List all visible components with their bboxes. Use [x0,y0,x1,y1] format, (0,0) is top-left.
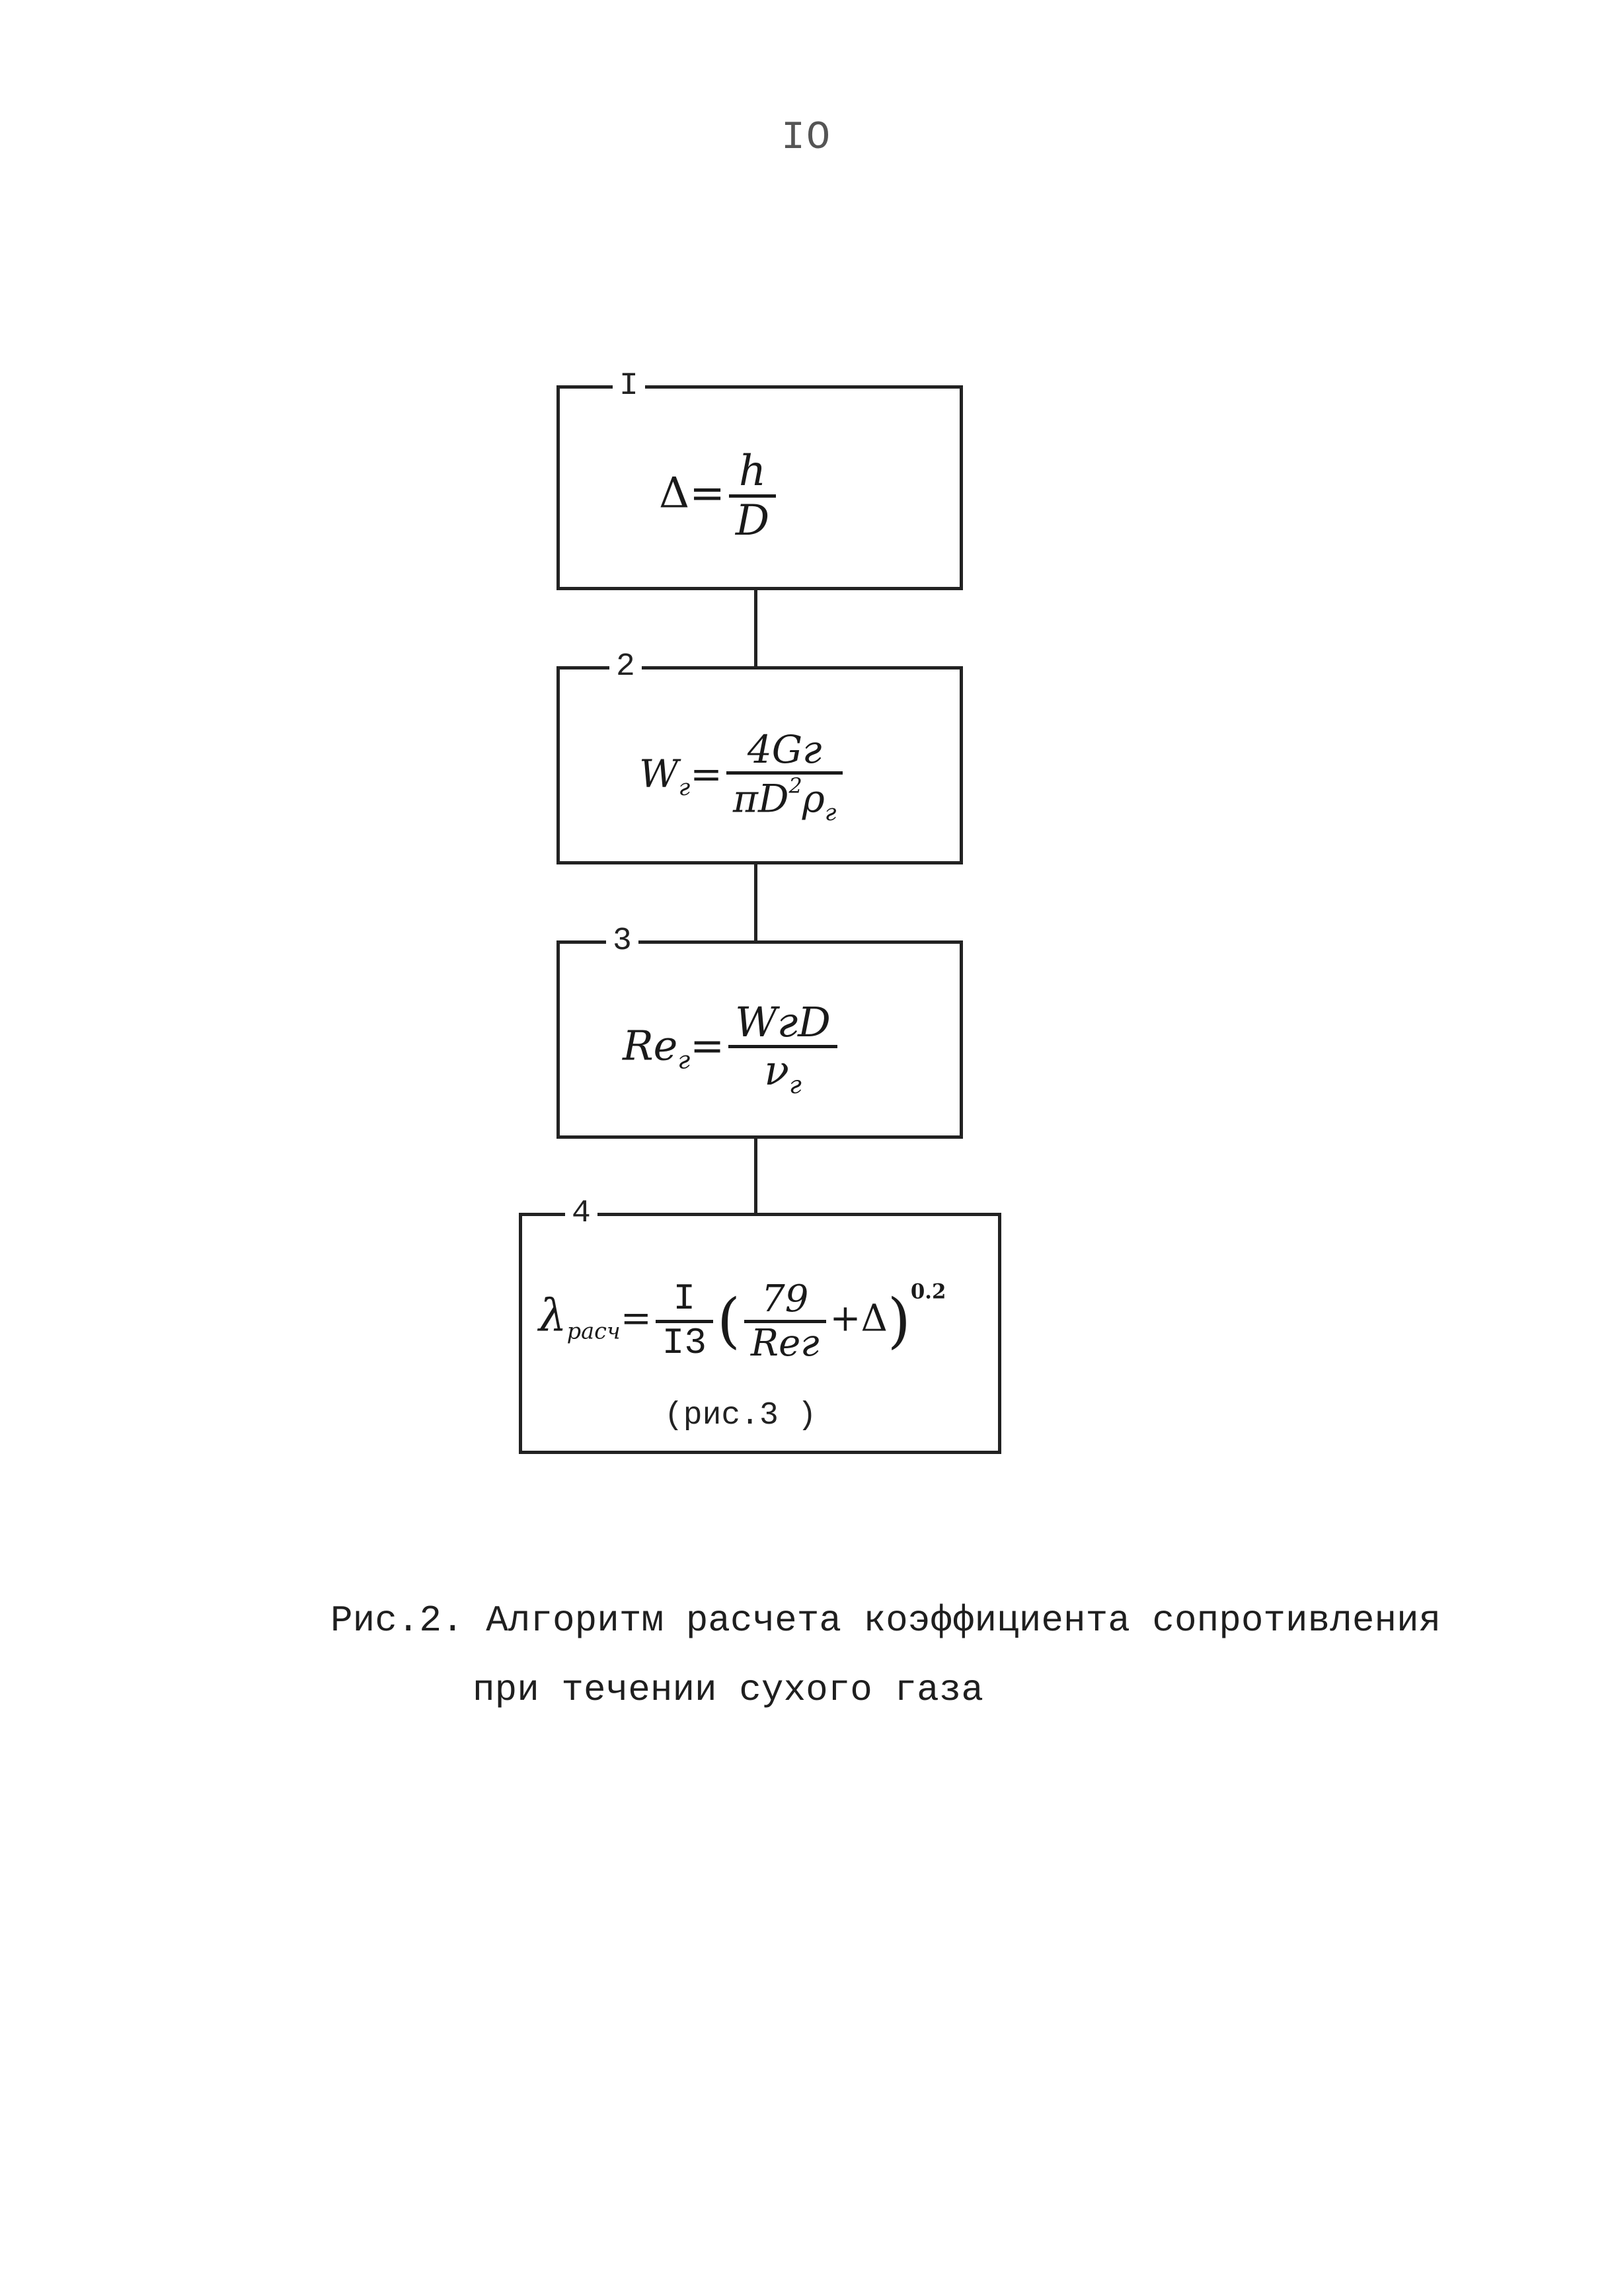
formula-lhs-subscript: расч [566,1318,621,1344]
coefficient-numerator: I [656,1279,713,1323]
connector-1-2 [754,590,757,666]
paren-open: ( [716,1287,740,1356]
block-1-formula [659,448,780,545]
fraction-numerator: WгD [728,1000,837,1048]
inner-numerator: 79 [744,1279,826,1323]
fraction-denominator: D [735,496,770,546]
figure-caption-line-1: Рис.2. Алгоритм расчета коэффициента сопротивления [330,1599,1441,1642]
inner-fraction [744,1279,826,1363]
flowchart-block-4 [519,1196,1001,1454]
denominator-subscript: г [824,799,837,826]
denominator-superscript: 2 [788,773,802,798]
formula-lhs: Re [623,1021,678,1070]
fraction-denominator [728,1048,837,1098]
block-4-number: 4 [565,1198,597,1229]
block-4-formula [539,1279,946,1363]
formula-eq: = [690,751,722,796]
denominator-rho: ρ [802,776,825,822]
coefficient-fraction [656,1279,713,1363]
inner-denominator: Reг [750,1321,820,1365]
flowchart-block-2 [556,649,963,864]
formula-eq: = [620,1297,652,1340]
block-3-number: 3 [606,925,638,957]
block-4-note: (рис.3 ) [664,1398,817,1434]
denominator-main: πD [732,776,789,822]
block-2-formula [639,729,847,825]
formula-fraction [726,729,843,825]
block-3-formula [623,1000,841,1098]
fraction-numerator: h [729,448,776,498]
formula-lhs: Δ [659,469,690,518]
page-number: IO [781,116,831,161]
formula-exponent: 0.2 [910,1280,946,1304]
formula-eq: = [690,1021,725,1070]
fraction-numerator: 4Gг [726,729,843,775]
denominator-main: ν [764,1046,789,1095]
block-1-number: I [613,370,645,402]
connector-3-4 [754,1139,757,1213]
formula-lhs-subscript: г [677,1045,691,1075]
fraction-denominator [726,775,843,825]
figure-caption-line-2: при течении сухого газа [473,1669,983,1711]
flowchart-block-3 [556,923,963,1139]
formula-lhs: W [639,751,679,796]
paren-close: ) [887,1287,911,1356]
formula-plus-delta: +Δ [829,1297,888,1340]
coefficient-denominator: I3 [662,1321,707,1364]
formula-fraction [729,448,776,545]
connector-2-3 [754,864,757,940]
denominator-subscript: г [788,1070,802,1100]
formula-eq: = [689,469,725,518]
formula-lhs-subscript: г [678,775,691,802]
formula-lhs: λ [539,1289,567,1342]
flowchart-block-1 [556,368,963,590]
block-2-number: 2 [609,651,642,683]
formula-fraction [728,1000,837,1098]
